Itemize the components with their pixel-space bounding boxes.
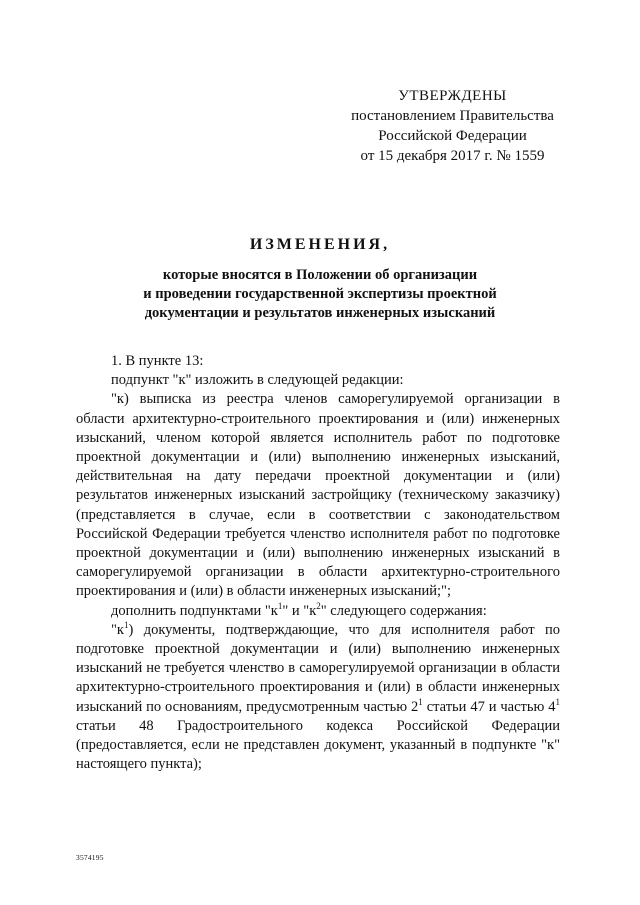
p4-sup-1: 1: [277, 600, 283, 611]
p4-text-c: " следующего содержания:: [320, 602, 487, 619]
p5-sup-3: 1: [555, 696, 560, 707]
subtitle-line-1: которые вносятся в Положении об организации: [162, 267, 478, 283]
p4-sup-2: 2: [316, 600, 321, 611]
paragraph-3: "к) выписка из реестра членов саморегулируемой организации в области архитектурно-строительного проектирования и (или) инженерных изысканий, членом которой является исполнитель работ по подготовке проектной документации и (или) выполнению инженерных изысканий, действительная на дату передачи проектной документации и (или) результатов инженерных изысканий застройщику (техническому заказчику) (представляется в случае, если в соответствии с законодательством Российской Федерации требуется членство исполнителя работ по подготовке проектной документации и (или) выполнению инженерных изысканий в саморегулируемой организации в области архитектурно-строительного проектирования и (или) в области инженерных изысканий;";: [76, 391, 560, 600]
paragraph-5: [76, 621, 560, 775]
paragraph-4: [76, 602, 560, 621]
p4-text-a: дополнить подпунктами "к: [111, 602, 278, 619]
p5-sup-2: 1: [418, 696, 423, 707]
p4-text-b: " и "к: [282, 602, 317, 619]
p5-text-d: статьи 48 Градостроительного кодекса Российской Федерации (предоставляется, если не представлен документ, указанный в подпункте "к" настоящего пункта);: [76, 717, 560, 773]
approval-line-1: постановлением Правительства: [351, 108, 554, 124]
footer-document-code: 3574195: [76, 853, 104, 862]
approval-line-2: Российской Федерации: [378, 128, 527, 144]
p5-sup-1: 1: [123, 619, 129, 630]
paragraph-2: подпункт "к" изложить в следующей редакции:: [111, 372, 404, 389]
subtitle-line-3: документации и результатов инженерных изысканий: [144, 305, 496, 321]
p5-text-c: статьи 47 и частью 4: [422, 698, 556, 715]
approval-line-3: от 15 декабря 2017 г. № 1559: [360, 148, 545, 164]
approval-title: УТВЕРЖДЕНЫ: [398, 88, 507, 104]
document-title: ИЗМЕНЕНИЯ,: [249, 236, 391, 253]
subtitle-line-2: и проведении государственной экспертизы проектной: [143, 286, 497, 302]
p5-text-b: ) документы, подтверждающие, что для исполнителя работ по подготовке проектной документации и (или) выполнению инженерных изысканий не требуется членство в саморегулируемой организации в области архитектурно-строительного проектирования и (или) в области инженерных изысканий по основаниям, предусмотренным частью 2: [76, 621, 560, 715]
document-body: [76, 352, 560, 774]
document-subtitle: [60, 266, 580, 323]
document-heading: [60, 236, 580, 323]
p5-text-a: "к: [111, 621, 124, 638]
paragraph-1: 1. В пункте 13:: [111, 353, 204, 369]
approval-stamp: [330, 86, 575, 166]
